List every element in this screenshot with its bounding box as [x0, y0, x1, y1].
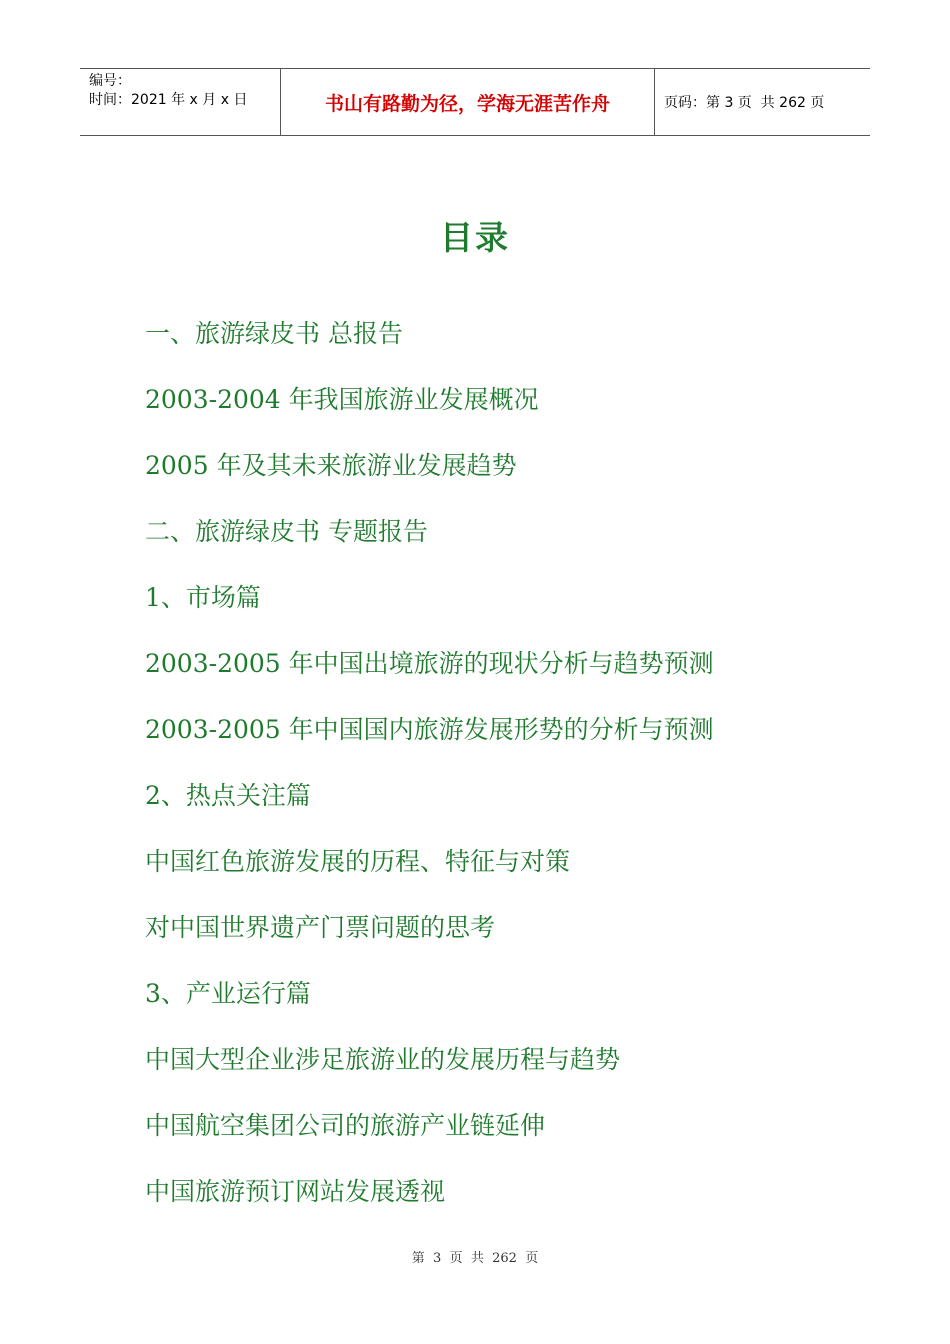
toc-item: 2、热点关注篇 [145, 781, 311, 810]
toc-item: 中国红色旅游发展的历程、特征与对策 [145, 847, 571, 876]
toc-item: 中国旅游预订网站发展透视 [145, 1177, 446, 1206]
toc-item: 二、旅游绿皮书 专题报告 [145, 517, 428, 546]
toc-item: 对中国世界遗产门票问题的思考 [145, 913, 496, 942]
toc-item: 中国航空集团公司的旅游产业链延伸 [145, 1111, 546, 1140]
toc-item: 2005 年及其未来旅游业发展趋势 [145, 451, 517, 480]
date-line: 时间：2021 年 x 月 x 日 [89, 92, 248, 108]
serial-number-label: 编号： [89, 73, 131, 89]
header-page-cell [655, 69, 870, 135]
toc-item: 2003-2005 年中国出境旅游的现状分析与趋势预测 [145, 649, 714, 678]
header-motto-cell [281, 69, 655, 135]
header-meta-cell [80, 69, 281, 135]
motto-text: 书山有路勤为径，学海无涯苦作舟 [324, 92, 610, 115]
page-info: 页码：第 3 页 共 262 页 [664, 95, 825, 111]
page-title: 目录 [440, 218, 510, 257]
toc-item: 2003-2004 年我国旅游业发展概况 [145, 385, 539, 414]
toc-item: 中国大型企业涉足旅游业的发展历程与趋势 [145, 1045, 621, 1074]
toc-item: 1、市场篇 [145, 583, 261, 612]
toc-item: 一、旅游绿皮书 总报告 [145, 319, 403, 348]
table-of-contents [145, 310, 714, 1234]
toc-item: 2003-2005 年中国国内旅游发展形势的分析与预测 [145, 715, 714, 744]
page-footer: 第 3 页 共 262 页 [411, 1251, 539, 1266]
toc-item: 3、产业运行篇 [145, 979, 311, 1008]
page-header [80, 68, 870, 136]
